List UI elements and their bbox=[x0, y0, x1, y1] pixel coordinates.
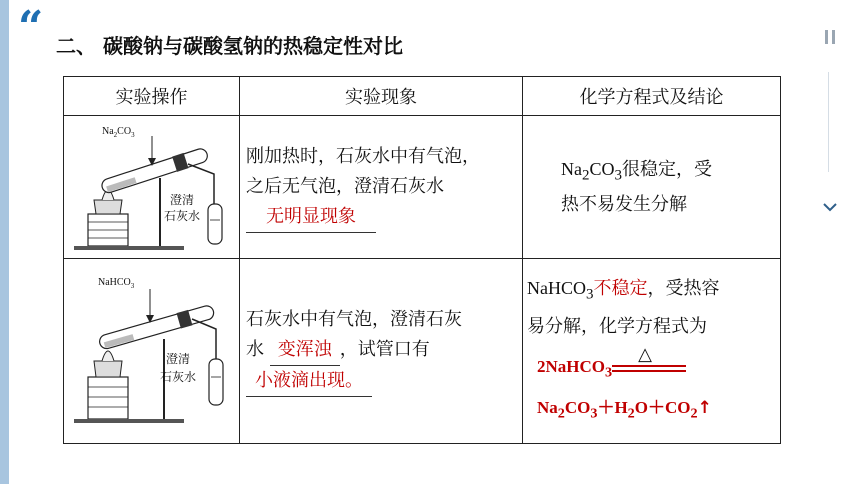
formula-sub-2: 3 bbox=[614, 167, 623, 184]
conclusion-text-2: 易分解，化学方程式为 bbox=[527, 315, 707, 337]
phenomenon-line-1: 石灰水中有气泡，澄清石灰 bbox=[246, 309, 462, 330]
phenomenon-cell-nahco3 bbox=[240, 259, 523, 444]
diagram-label-sub: 3 bbox=[130, 282, 135, 290]
plus-sign: ＋ bbox=[647, 398, 665, 418]
delta-symbol: △ bbox=[638, 344, 652, 365]
conclusion-text-2: 热不易发生分解 bbox=[561, 194, 687, 216]
conclusion-cell-na2co3 bbox=[523, 116, 781, 259]
answer-blank-no-change: 无明显现象 bbox=[246, 202, 376, 233]
diagram-label-nahco3: NaHCO bbox=[98, 277, 131, 288]
formula-nahco3 bbox=[527, 278, 594, 303]
product-co2: CO bbox=[664, 398, 691, 418]
product-sub: 2 bbox=[557, 405, 565, 422]
answer-blank-turbid: 变浑浊 bbox=[270, 335, 340, 366]
limewater-label-1: 澄清 bbox=[166, 352, 191, 366]
equation-products bbox=[527, 392, 780, 429]
plus-sign: ＋ bbox=[597, 398, 615, 418]
header-operation: 实验操作 bbox=[64, 77, 240, 116]
gas-arrow-icon: ↑ bbox=[697, 398, 712, 419]
diagram-label-na2co3: Na bbox=[102, 126, 114, 137]
diagram-label-sub: 2 bbox=[113, 131, 118, 139]
table-row-na2co3 bbox=[64, 116, 781, 259]
limewater-label-1: 澄清 bbox=[170, 193, 195, 207]
equation-reactant: 2NaHCO bbox=[537, 356, 605, 376]
phenomenon-cell-na2co3 bbox=[240, 116, 523, 259]
table-header-row bbox=[64, 77, 781, 116]
formula-sub: 3 bbox=[586, 286, 594, 303]
section-heading: 二、 碳酸钠与碳酸氢钠的热稳定性对比 bbox=[56, 34, 403, 58]
chevron-down-icon[interactable] bbox=[822, 198, 838, 210]
conclusion-text-1: 很稳定，受 bbox=[622, 158, 713, 180]
comparison-table bbox=[63, 76, 781, 444]
product-part: O bbox=[634, 398, 648, 418]
conclusion-text-after: ，受热容 bbox=[647, 278, 720, 300]
equation-reactant-sub: 3 bbox=[605, 364, 613, 381]
formula-part: NaHCO bbox=[527, 278, 586, 299]
heating-apparatus-diagram-2 bbox=[64, 259, 239, 443]
conclusion-cell-nahco3 bbox=[523, 259, 781, 444]
product-part: CO bbox=[564, 398, 591, 418]
left-accent-bar bbox=[0, 0, 9, 484]
limewater-label-2: 石灰水 bbox=[160, 370, 197, 384]
table-row-nahco3 bbox=[64, 259, 781, 444]
apparatus-cell-nahco3 bbox=[64, 259, 240, 444]
diagram-label-mid: CO bbox=[117, 126, 132, 137]
diagram-label-sub2: 3 bbox=[131, 131, 135, 139]
product-h2o: H bbox=[614, 398, 628, 418]
equals-sign bbox=[612, 344, 686, 373]
phenomenon-post: ，试管口有 bbox=[339, 339, 430, 360]
formula-part-mid: CO bbox=[589, 158, 615, 179]
header-phenomenon: 实验现象 bbox=[240, 77, 523, 116]
quote-mark-icon: “ bbox=[18, 2, 44, 53]
phenomenon-line-2: 之后无气泡，澄清石灰水 bbox=[246, 175, 444, 197]
product-na2co3: Na bbox=[537, 398, 558, 418]
formula-na2co3 bbox=[561, 158, 623, 184]
limewater-label-2: 石灰水 bbox=[164, 209, 201, 223]
scroll-track[interactable] bbox=[828, 72, 829, 172]
pause-icon[interactable] bbox=[824, 30, 836, 44]
heating-apparatus-diagram bbox=[64, 116, 239, 258]
formula-part: Na bbox=[561, 158, 582, 179]
phenomenon-line-1: 刚加热时，石灰水中有气泡， bbox=[246, 145, 480, 167]
product-sub: 2 bbox=[627, 405, 635, 422]
answer-blank-droplets: 小液滴出现。 bbox=[246, 366, 372, 397]
product-sub: 3 bbox=[590, 405, 598, 422]
header-conclusion: 化学方程式及结论 bbox=[523, 77, 781, 116]
product-sub: 2 bbox=[690, 405, 698, 422]
svg-text:Na2CO3 bbox=[102, 126, 135, 139]
phenomenon-pre: 水 bbox=[246, 339, 264, 360]
answer-unstable: 不稳定 bbox=[593, 278, 648, 300]
svg-text:NaHCO3 bbox=[98, 277, 135, 290]
formula-sub: 2 bbox=[582, 167, 590, 184]
equation-reactants bbox=[527, 344, 780, 388]
apparatus-cell-na2co3 bbox=[64, 116, 240, 259]
